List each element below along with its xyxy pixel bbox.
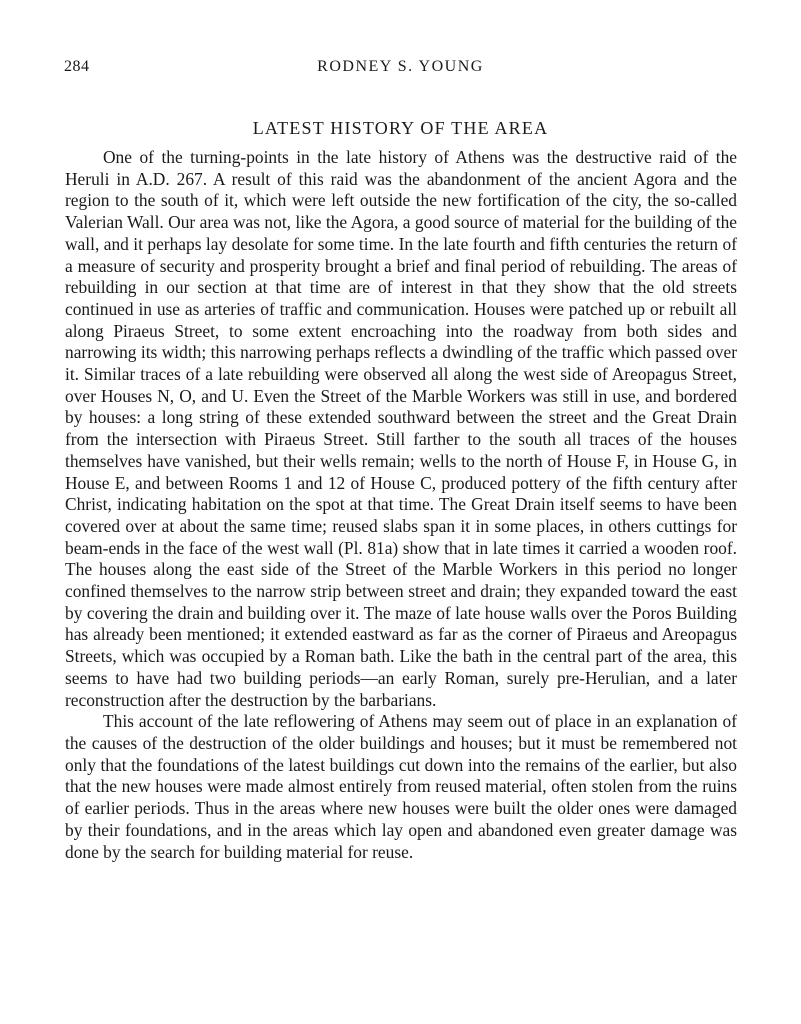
paragraph-1: One of the turning-points in the late history of Athens was the destructive raid of the Heruli in A.D. 267. A result of this raid was the abandonment of the ancient Agora and the region to the south of it, which were left outside the new fortification of the city, the so-called Valerian Wall. Our area was not, like the Agora, a good source of material for the building of the wall, and it perhaps lay desolate for some time. In the late fourth and fifth centuries the return of a measure of security and prosperity brought a brief and final period of rebuilding. The areas of rebuilding in our section at that time are of interest in that they show that the old streets continued in use as arteries of traffic and communication. Houses were patched up or rebuilt all along Piraeus Street, to some extent encroaching into the roadway from both sides and narrowing its width; this narrowing perhaps reflects a dwindling of the traffic which passed over it. Similar traces of a late rebuilding were observed all along the west side of Areopagus Street, over Houses N, O, and U. Even the Street of the Marble Workers was still in use, and bordered by houses: a long string of these extended southward between the street and the Great Drain from the intersection with Piraeus Street. Still farther to the south all traces of the houses themselves have vanished, but their wells remain; wells to the north of House F, in House G, in House E, and between Rooms 1 and 12 of House C, produced pottery of the fifth century after Christ, indicating habitation on the spot at that time. The Great Drain itself seems to have been covered over at about the same time; reused slabs span it in some places, in others cuttings for beam-ends in the face of the west wall (Pl. 81a) show that in late times it carried a wooden roof. The houses along the east side of the Street of the Marble Workers in this period no longer confined themselves to the narrow strip between street and drain; they expanded toward the east by covering the drain and building over it. The maze of late house walls over the Poros Building has already been mentioned; it extended eastward as far as the corner of Piraeus and Areopagus Streets, which was occupied by a Roman bath. Like the bath in the central part of the area, this seems to have had two building periods—an early Roman, surely pre-Herulian, and a later reconstruction after the destruction by the barbarians. — [65, 147, 737, 710]
body-text — [65, 147, 737, 863]
page-number: 284 — [64, 58, 90, 75]
paragraph-2: This account of the late reflowering of Athens may seem out of place in an explanation of the causes of the destruction of the older buildings and houses; but it must be remembered not only that the foundations of the latest buildings cut down into the remains of the earlier, but also that the new houses were made almost entirely from reused material, often stolen from the ruins of earlier periods. Thus in the areas where new houses were built the older ones were damaged by their foundations, and in the areas which lay open and abandoned even greater damage was done by the search for building material for reuse. — [65, 711, 737, 862]
section-title: LATEST HISTORY OF THE AREA — [252, 118, 549, 138]
running-head-author: RODNEY S. YOUNG — [317, 58, 484, 75]
